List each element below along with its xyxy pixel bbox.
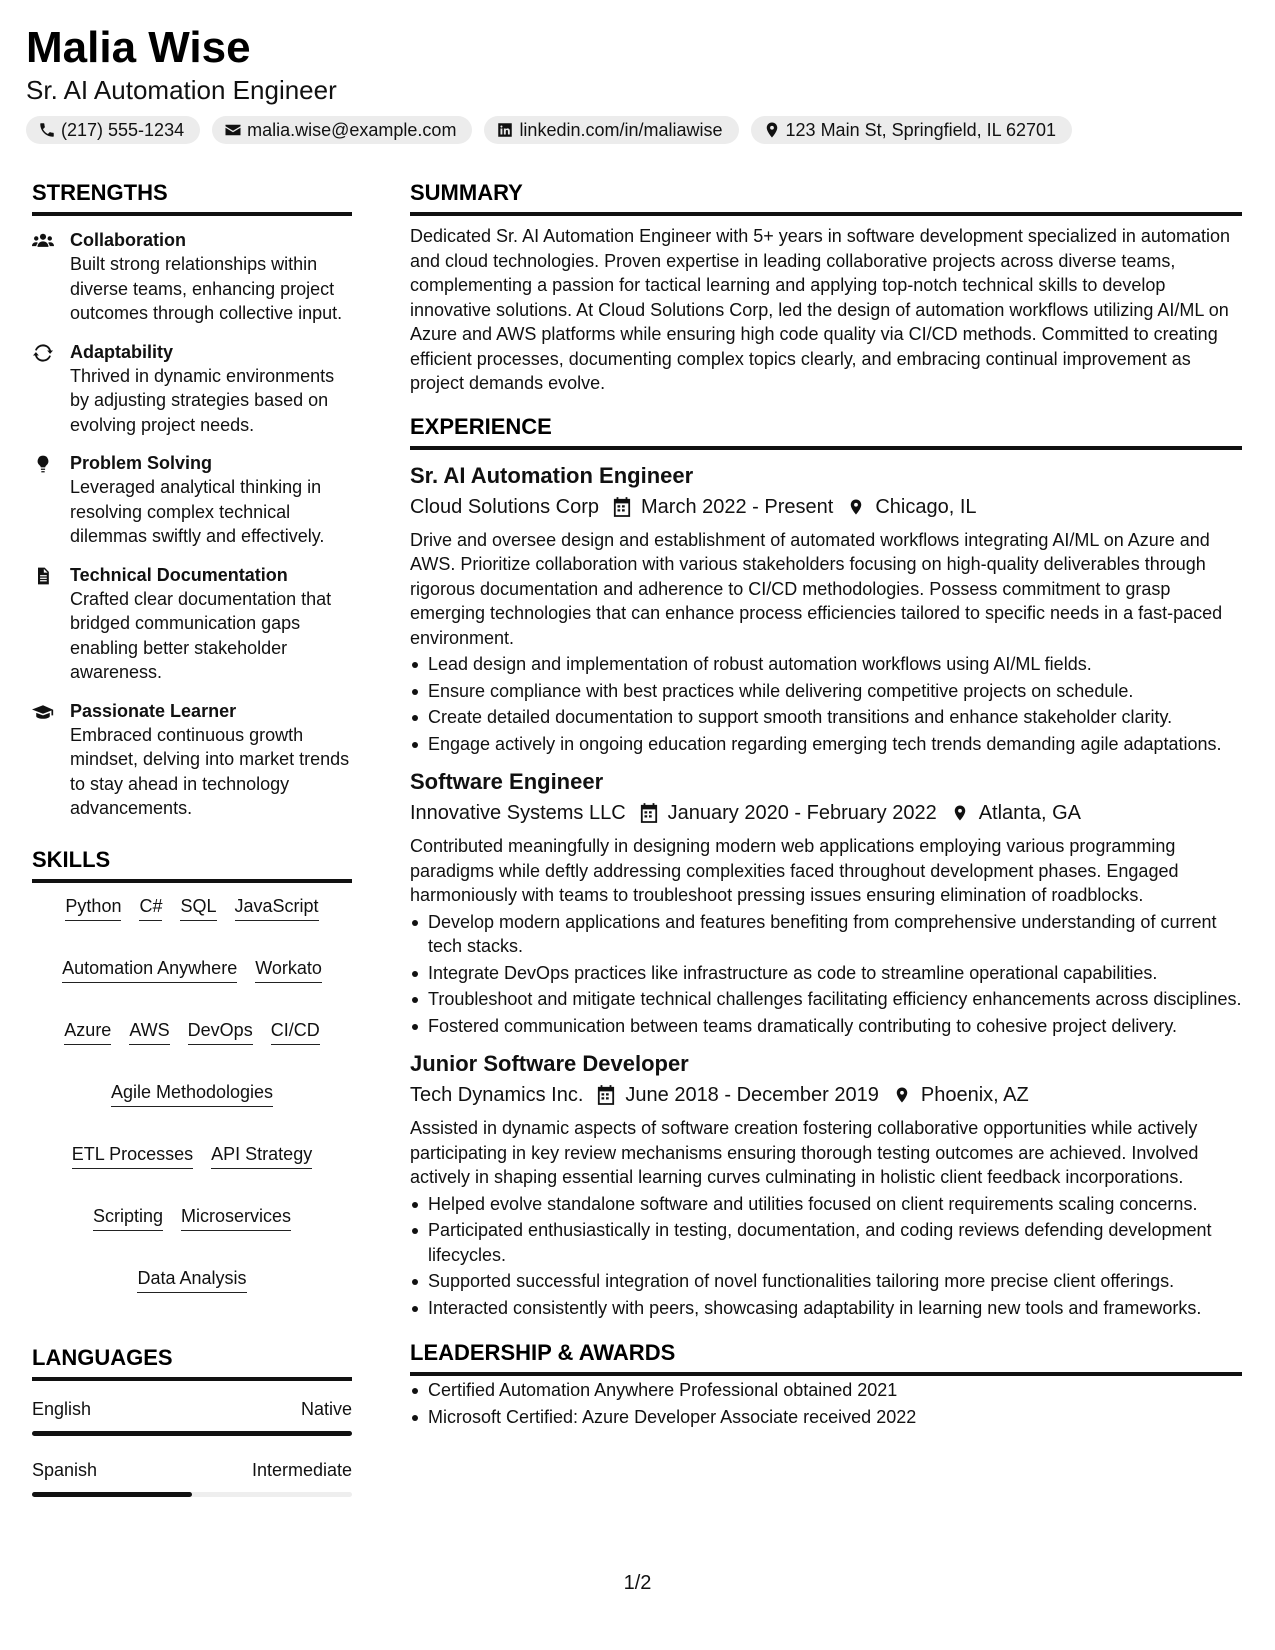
experience-section bbox=[410, 412, 1242, 1321]
graduation-cap-icon bbox=[32, 702, 54, 722]
job-dates: March 2022 - Present bbox=[641, 495, 834, 518]
skill-tag: Scripting bbox=[93, 1205, 163, 1231]
strength-name: Technical Documentation bbox=[70, 564, 288, 585]
envelope-icon bbox=[224, 121, 242, 139]
awards-heading: LEADERSHIP & AWARDS bbox=[410, 1338, 1242, 1376]
contact-address[interactable] bbox=[751, 116, 1073, 144]
award-item: Microsoft Certified: Azure Developer Associate received 2022 bbox=[410, 1405, 1242, 1430]
language-level: Intermediate bbox=[251, 1459, 352, 1480]
bullet-item: Lead design and implementation of robust automation workflows using AI/ML fields. bbox=[410, 652, 1242, 677]
language-proficiency-bar bbox=[32, 1431, 352, 1436]
strengths-heading: STRENGTHS bbox=[32, 178, 352, 216]
users-icon bbox=[32, 231, 54, 251]
job-company: Innovative Systems LLC bbox=[410, 802, 626, 824]
contact-email[interactable] bbox=[212, 116, 472, 144]
summary-text: Dedicated Sr. AI Automation Engineer with 5+ years in software development specialized in automation and cloud technologies. Proven expertise in leading collaborative projects across diverse teams, complementing a passion for tactical learning and applying top-notch technical skills to develop innovative solutions. At Cloud Solutions Corp, led the design of automation workflows utilizing AI/ML on Azure and AWS platforms while ensuring high code quality via CI/CD methods. Committed to creating efficient processes, documenting complex topics clearly, and embracing continual improvement as project demands evolve. bbox=[410, 226, 1230, 393]
job-description: Contributed meaningfully in designing modern web applications employing various programming paradigms while deftly addressing complexities faced throughout development phases. Engaged harmoniously with teams to troubleshoot pressing issues ensuring elimination of roadblocks. bbox=[410, 836, 1179, 905]
skills-section bbox=[32, 845, 352, 1293]
language-proficiency-fill bbox=[32, 1431, 352, 1436]
skill-tag: Azure bbox=[64, 1019, 111, 1045]
page-number: 1/2 bbox=[623, 1572, 652, 1594]
strength-desc: Built strong relationships within diverse teams, enhancing project outcomes through collective input. bbox=[70, 254, 343, 323]
document-icon bbox=[32, 566, 54, 586]
contact-address-text: 123 Main St, Springfield, IL 62701 bbox=[785, 119, 1057, 140]
languages-heading: LANGUAGES bbox=[32, 1343, 352, 1381]
language-proficiency-bar bbox=[32, 1492, 352, 1497]
job-bullets bbox=[410, 652, 1242, 756]
skill-tag: API Strategy bbox=[211, 1143, 312, 1169]
bullet-item: Supported successful integration of novel functionalities tailoring more precise client offerings. bbox=[410, 1269, 1242, 1294]
job-location: Chicago, IL bbox=[875, 495, 977, 518]
skills-heading: SKILLS bbox=[32, 845, 352, 883]
summary-heading: SUMMARY bbox=[410, 178, 1242, 216]
skill-tag: JavaScript bbox=[235, 895, 319, 921]
language-name: English bbox=[32, 1398, 92, 1419]
skill-tag: Python bbox=[65, 895, 121, 921]
strength-name: Passionate Learner bbox=[70, 700, 237, 721]
contact-linkedin-text: linkedin.com/in/maliawise bbox=[519, 119, 723, 140]
bullet-item: Ensure compliance with best practices while delivering competitive projects on schedule. bbox=[410, 679, 1242, 704]
skill-tag: Automation Anywhere bbox=[62, 957, 237, 983]
bullet-item: Troubleshoot and mitigate technical challenges facilitating efficiency enhancements across disciplines. bbox=[410, 987, 1242, 1012]
job-entry bbox=[410, 768, 1242, 1038]
bullet-item: Helped evolve standalone software and utilities focused on client requirements scaling concerns. bbox=[410, 1192, 1242, 1217]
calendar-icon bbox=[613, 497, 631, 517]
job-description: Assisted in dynamic aspects of software creation fostering collaborative opportunities while actively participating in key review mechanisms ensuring thorough testing outcomes are achieved. Involved actively in shaping essential learning curves culminating in holistic client feedback incorporations. bbox=[410, 1118, 1199, 1187]
language-proficiency-fill bbox=[32, 1492, 192, 1497]
awards-list bbox=[410, 1378, 1242, 1429]
job-bullets bbox=[410, 910, 1242, 1039]
job-title: Software Engineer bbox=[410, 769, 604, 794]
job-bullets bbox=[410, 1192, 1242, 1321]
map-pin-icon bbox=[763, 121, 781, 139]
left-column bbox=[32, 178, 352, 1497]
award-item: Certified Automation Anywhere Professional obtained 2021 bbox=[410, 1378, 1242, 1403]
map-pin-icon bbox=[847, 497, 865, 517]
sync-icon bbox=[32, 343, 54, 363]
contact-phone-text: (217) 555-1234 bbox=[61, 119, 185, 140]
resume-header bbox=[26, 22, 1235, 144]
strength-item bbox=[32, 340, 352, 438]
skill-tag: CI/CD bbox=[271, 1019, 320, 1045]
experience-heading: EXPERIENCE bbox=[410, 412, 1242, 450]
language-item bbox=[32, 1458, 352, 1497]
job-description: Drive and oversee design and establishment of automated workflows integrating AI/ML on Azure and AWS. Prioritize collaboration with various stakeholders focusing on high-quality deliverables through rigorous documentation and adherence to CI/CD methodologies. Possess commitment to grasp emerging technologies that can enhance process efficiencies tailored to specific needs in a fast-paced environment. bbox=[410, 529, 1223, 648]
job-dates: January 2020 - February 2022 bbox=[667, 802, 937, 824]
strength-desc: Thrived in dynamic environments by adjusting strategies based on evolving project needs. bbox=[70, 365, 335, 435]
job-meta bbox=[410, 798, 1242, 828]
bullet-item: Create detailed documentation to support smooth transitions and enhance stakeholder clarity. bbox=[410, 705, 1242, 730]
strength-desc: Crafted clear documentation that bridged communication gaps enabling better stakeholder awareness. bbox=[70, 588, 332, 682]
job-entry bbox=[410, 462, 1242, 757]
job-meta bbox=[410, 1080, 1242, 1110]
strength-name: Adaptability bbox=[70, 341, 174, 362]
skill-tag: Agile Methodologies bbox=[111, 1081, 273, 1107]
bullet-item: Fostered communication between teams dramatically contributing to cohesive project delivery. bbox=[410, 1014, 1242, 1039]
skill-tag: Microservices bbox=[181, 1205, 291, 1231]
language-name: Spanish bbox=[32, 1459, 98, 1480]
skill-tag: DevOps bbox=[188, 1019, 253, 1045]
job-entry bbox=[410, 1050, 1242, 1320]
awards-section bbox=[410, 1338, 1242, 1429]
bullet-item: Integrate DevOps practices like infrastructure as code to streamline operational capabilities. bbox=[410, 961, 1242, 986]
job-title: Junior Software Developer bbox=[410, 1051, 689, 1076]
summary-section bbox=[410, 178, 1242, 396]
strength-name: Problem Solving bbox=[70, 453, 213, 473]
lightbulb-icon bbox=[32, 454, 54, 474]
strength-desc: Embraced continuous growth mindset, delving into market trends to stay ahead in technology advancements. bbox=[70, 724, 350, 818]
strength-item bbox=[32, 228, 352, 326]
job-company: Tech Dynamics Inc. bbox=[410, 1084, 584, 1106]
language-level: Native bbox=[300, 1398, 352, 1419]
map-pin-icon bbox=[893, 1085, 911, 1105]
contact-bar bbox=[26, 116, 1235, 144]
phone-icon bbox=[38, 121, 56, 139]
skill-tag: SQL bbox=[180, 895, 216, 921]
strength-item bbox=[32, 563, 352, 685]
candidate-name: Malia Wise bbox=[26, 23, 251, 72]
job-location: Atlanta, GA bbox=[978, 802, 1081, 824]
strength-desc: Leveraged analytical thinking in resolving complex technical dilemmas swiftly and effectively. bbox=[70, 477, 325, 546]
linkedin-icon bbox=[496, 121, 514, 139]
right-column bbox=[410, 178, 1242, 1431]
job-meta bbox=[410, 492, 1242, 522]
map-pin-icon bbox=[951, 803, 969, 823]
languages-section bbox=[32, 1343, 352, 1497]
bullet-item: Engage actively in ongoing education regarding emerging tech trends demanding agile adaptations. bbox=[410, 732, 1242, 757]
strength-item bbox=[32, 451, 352, 549]
skill-tag: Workato bbox=[255, 957, 322, 983]
strength-item bbox=[32, 699, 352, 821]
skills-list bbox=[32, 895, 352, 1293]
language-item bbox=[32, 1397, 352, 1436]
contact-email-text: malia.wise@example.com bbox=[247, 119, 457, 140]
job-dates: June 2018 - December 2019 bbox=[625, 1084, 879, 1106]
bullet-item: Interacted consistently with peers, showcasing adaptability in learning new tools and frameworks. bbox=[410, 1296, 1242, 1321]
calendar-icon bbox=[597, 1085, 615, 1105]
contact-linkedin[interactable] bbox=[484, 116, 738, 144]
bullet-item: Participated enthusiastically in testing, documentation, and coding reviews defending development lifecycles. bbox=[410, 1218, 1242, 1267]
job-title: Sr. AI Automation Engineer bbox=[410, 462, 694, 488]
strengths-section bbox=[32, 178, 352, 821]
contact-phone[interactable] bbox=[26, 116, 200, 144]
candidate-title: Sr. AI Automation Engineer bbox=[26, 75, 337, 105]
job-location: Phoenix, AZ bbox=[920, 1084, 1029, 1106]
skill-tag: C# bbox=[139, 895, 162, 921]
job-company: Cloud Solutions Corp bbox=[410, 495, 599, 518]
bullet-item: Develop modern applications and features benefiting from comprehensive understanding of current tech stacks. bbox=[410, 910, 1242, 959]
skill-tag: Data Analysis bbox=[137, 1267, 246, 1293]
skill-tag: AWS bbox=[129, 1019, 169, 1045]
calendar-icon bbox=[640, 803, 658, 823]
strength-name: Collaboration bbox=[70, 230, 186, 250]
skill-tag: ETL Processes bbox=[72, 1143, 193, 1169]
